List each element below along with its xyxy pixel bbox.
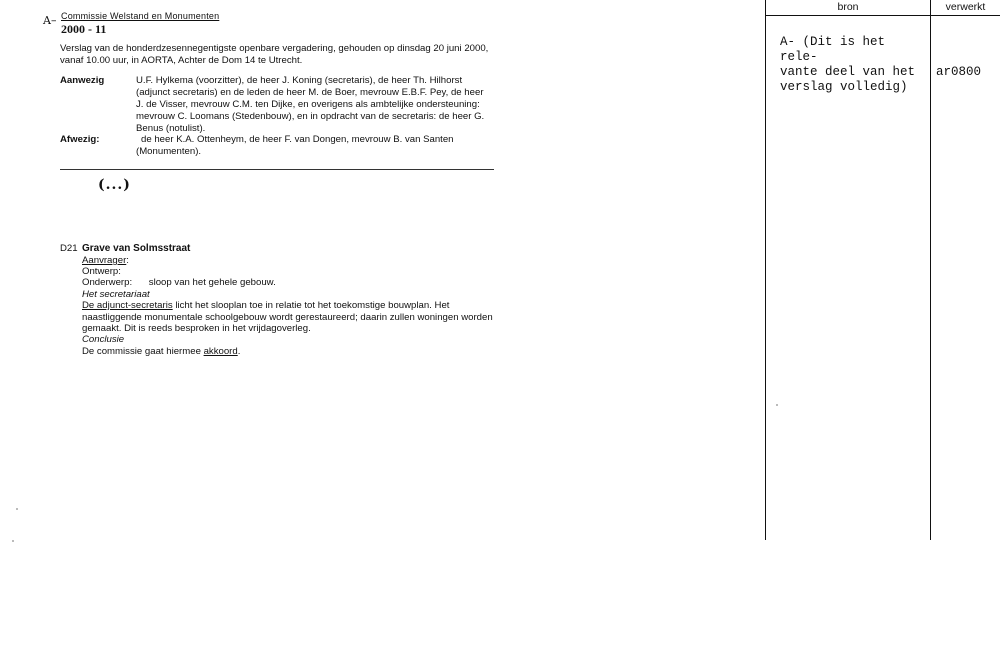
present-line: Benus (notulist).: [136, 123, 206, 134]
applicant-label: Aanvrager: [82, 255, 127, 266]
secretariat-text: licht het slooplan toe in relatie tot het toekomstige bouwplan. Het naastliggende monumentale schoolgebouw wordt gerestaureerd; daarin zullen woningen worden gemaakt. Dit is reeds besproken in het vrijdagoverleg.: [82, 300, 493, 334]
present-line: mevrouw C. Loomans (Stedenbouw), en in opdracht van de secretaris: de heer G.: [136, 111, 485, 122]
table-left-border: [765, 0, 766, 540]
commission-name: Commissie Welstand en Monumenten: [61, 11, 220, 21]
scan-speck: [12, 540, 14, 542]
intro-line-2: vanaf 10.00 uur, in AORTA, Achter de Dom 14 te Utrecht.: [60, 55, 303, 66]
table-header-rule: [765, 15, 1000, 16]
intro-line-1: Verslag van de honderdzesennegentigste openbare vergadering, gehouden op dinsdag 20 juni 2000,: [60, 43, 489, 54]
omission-marker: (...): [98, 177, 131, 193]
column-header-source: bron: [837, 1, 859, 13]
scan-speck: [16, 508, 18, 510]
present-line: J. de Visser, mevrouw C.M. ten Dijke, en overigens als ambtelijke ondersteuning:: [136, 99, 480, 110]
item-number: D21: [60, 243, 78, 254]
applicant-row: [82, 255, 129, 267]
processed-code: ar0800: [936, 65, 982, 79]
conclusion-agreed: akkoord: [203, 346, 238, 357]
absent-list: [136, 134, 501, 158]
present-label: Aanwezig: [60, 75, 105, 86]
subject-value: sloop van het gehele gebouw.: [148, 277, 276, 288]
secretariat-heading: Het secretariaat: [82, 289, 150, 300]
absent-line: de heer K.A. Ottenheym, de heer F. van Dongen, mevrouw B. van Santen: [141, 134, 454, 145]
subject-row: [82, 277, 276, 289]
margin-mark: A–: [43, 14, 57, 27]
present-list: [136, 75, 496, 135]
conclusion-heading: Conclusie: [82, 334, 125, 345]
document-number: 2000 - 11: [61, 22, 107, 36]
source-note-line: verslag volledig): [780, 80, 908, 94]
table-column-divider: [930, 0, 931, 540]
absent-line: (Monumenten).: [136, 146, 202, 157]
conclusion-row: [82, 346, 240, 358]
section-divider: [60, 169, 494, 170]
conclusion-end: .: [237, 346, 241, 357]
conclusion-text: De commissie gaat hiermee: [82, 346, 204, 357]
source-note-line: vante deel van het: [780, 65, 916, 79]
present-line: U.F. Hylkema (voorzitter), de heer J. Koning (secretaris), de heer Th. Hilhorst: [136, 75, 463, 86]
meeting-intro: [60, 43, 500, 67]
column-header-processed: verwerkt: [945, 1, 986, 13]
source-note: [780, 35, 930, 95]
secretariat-paragraph: [82, 300, 496, 335]
item-title: Grave van Solmsstraat: [82, 243, 191, 254]
scan-speck: [776, 404, 778, 406]
absent-label: Afwezig:: [60, 134, 100, 145]
source-note-line: A- (Dit is het rele-: [780, 35, 886, 64]
applicant-colon: :: [126, 255, 129, 266]
present-line: (adjunct secretaris) en de leden de heer M. de Boer, mevrouw E.B.F. Pey, de heer: [136, 87, 484, 98]
subject-label: Onderwerp:: [82, 277, 133, 288]
secretariat-subject: De adjunct-secretaris: [82, 300, 173, 311]
design-label: Ontwerp:: [82, 266, 121, 277]
